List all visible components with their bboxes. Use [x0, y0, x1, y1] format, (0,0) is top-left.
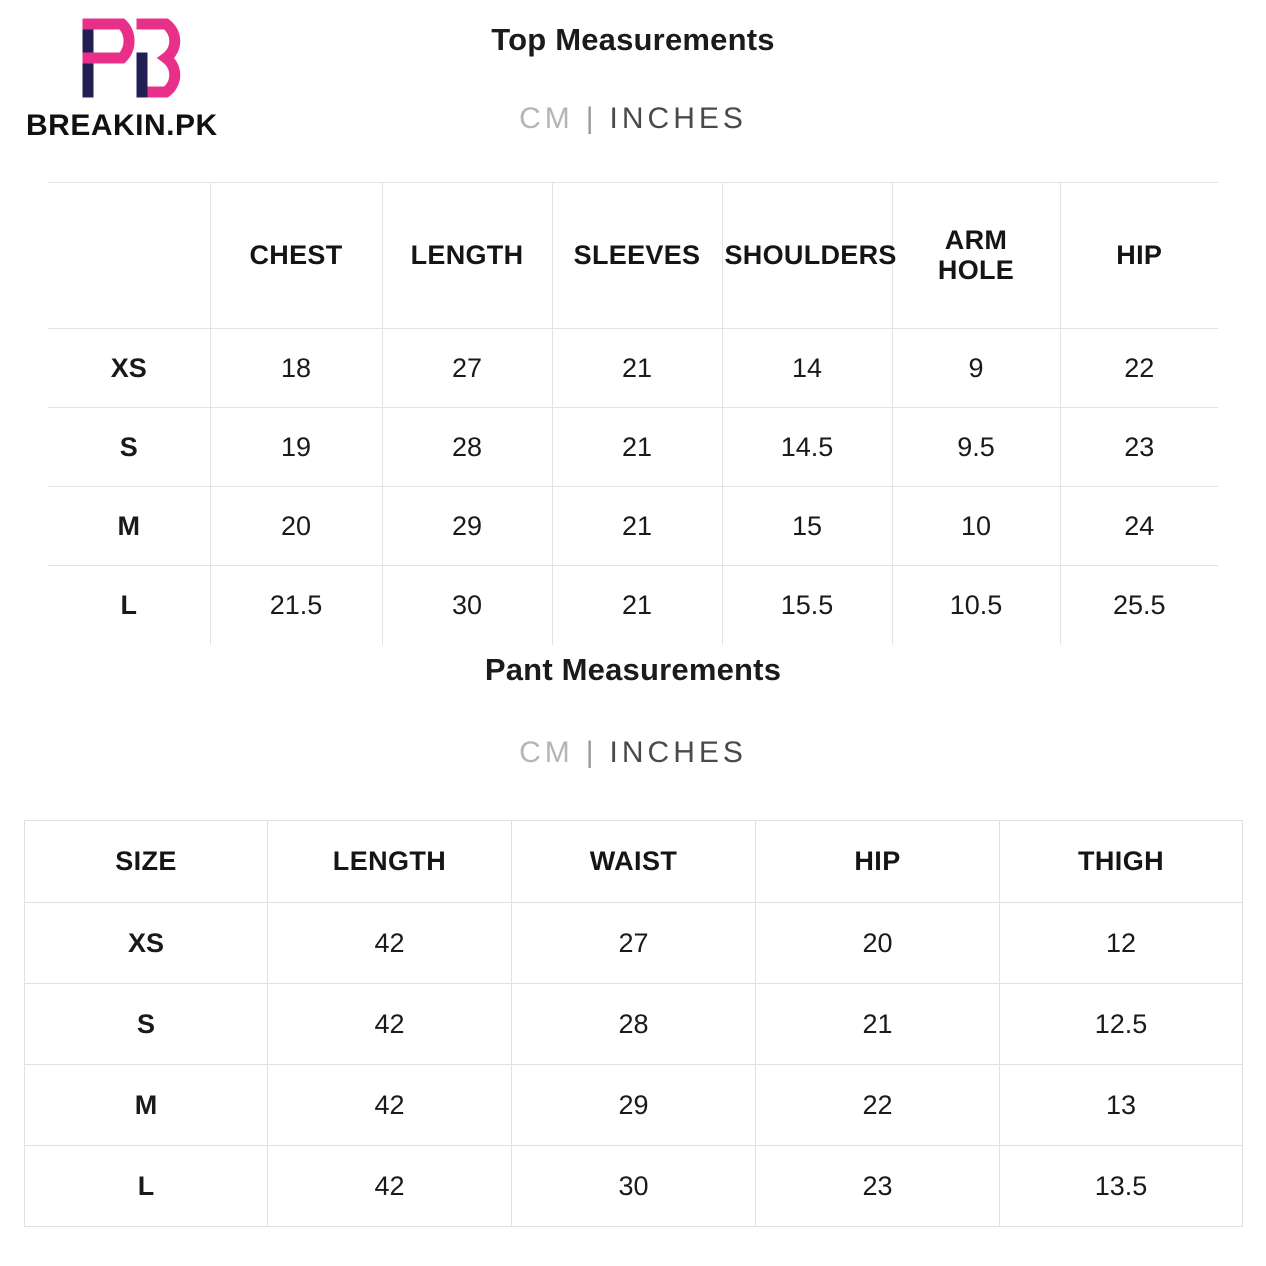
top-header-shoulders: SHOULDERS — [722, 183, 892, 329]
pant-header-waist: WAIST — [512, 821, 756, 903]
pant-s-thigh: 12.5 — [1000, 984, 1243, 1065]
pant-l-length: 42 — [268, 1146, 512, 1227]
top-m-length: 29 — [382, 487, 552, 566]
pant-measurements-heading-wrap — [0, 652, 1266, 688]
top-measurements-table-wrap — [48, 182, 1218, 645]
pant-s-hip: 21 — [756, 984, 1000, 1065]
top-s-arm-hole: 9.5 — [892, 408, 1060, 487]
top-s-hip: 23 — [1060, 408, 1218, 487]
top-m-shoulders: 15 — [722, 487, 892, 566]
pant-s-length: 42 — [268, 984, 512, 1065]
table-header-row — [25, 821, 1243, 903]
pant-s-waist: 28 — [512, 984, 756, 1065]
top-unit-inches: INCHES — [609, 102, 747, 135]
pant-unit-separator: | — [585, 736, 598, 769]
top-header-chest: CHEST — [210, 183, 382, 329]
pant-xs-hip: 20 — [756, 903, 1000, 984]
top-units-row — [0, 84, 1266, 136]
top-m-arm-hole: 10 — [892, 487, 1060, 566]
top-l-arm-hole: 10.5 — [892, 566, 1060, 645]
top-unit-separator: | — [585, 102, 598, 135]
pant-m-length: 42 — [268, 1065, 512, 1146]
pant-xs-length: 42 — [268, 903, 512, 984]
top-header-blank — [48, 183, 210, 329]
top-xs-length: 27 — [382, 329, 552, 408]
pant-measurements-title: Pant Measurements — [484, 652, 782, 687]
top-measurements-title: Top Measurements — [491, 22, 775, 57]
pant-unit-cm: CM — [519, 736, 574, 769]
top-header-arm-hole-line2: HOLE — [937, 254, 1015, 285]
top-xs-sleeves: 21 — [552, 329, 722, 408]
table-row — [48, 566, 1218, 645]
top-m-chest: 20 — [210, 487, 382, 566]
pant-header-size: SIZE — [25, 821, 268, 903]
table-row — [48, 329, 1218, 408]
top-row-size-s: S — [48, 408, 210, 487]
pant-header-length: LENGTH — [268, 821, 512, 903]
top-l-chest: 21.5 — [210, 566, 382, 645]
pant-row-size-s: S — [25, 984, 268, 1065]
top-row-size-m: M — [48, 487, 210, 566]
pant-xs-thigh: 12 — [1000, 903, 1243, 984]
top-l-hip: 25.5 — [1060, 566, 1218, 645]
pant-measurements-table — [24, 820, 1243, 1227]
top-xs-chest: 18 — [210, 329, 382, 408]
top-header-sleeves: SLEEVES — [552, 183, 722, 329]
table-row — [48, 487, 1218, 566]
top-xs-shoulders: 14 — [722, 329, 892, 408]
table-row — [25, 1146, 1243, 1227]
table-row — [25, 984, 1243, 1065]
pant-m-hip: 22 — [756, 1065, 1000, 1146]
pant-l-waist: 30 — [512, 1146, 756, 1227]
pant-m-thigh: 13 — [1000, 1065, 1243, 1146]
top-s-shoulders: 14.5 — [722, 408, 892, 487]
top-xs-arm-hole: 9 — [892, 329, 1060, 408]
top-l-shoulders: 15.5 — [722, 566, 892, 645]
pant-unit-inches: INCHES — [609, 736, 747, 769]
pant-m-waist: 29 — [512, 1065, 756, 1146]
pant-l-thigh: 13.5 — [1000, 1146, 1243, 1227]
top-header-length: LENGTH — [382, 183, 552, 329]
table-header-row — [48, 183, 1218, 329]
pant-header-hip: HIP — [756, 821, 1000, 903]
top-measurements-heading-wrap — [0, 22, 1266, 58]
brand-name: BREAKIN.PK — [26, 109, 218, 142]
top-xs-hip: 22 — [1060, 329, 1218, 408]
pant-row-size-l: L — [25, 1146, 268, 1227]
pant-l-hip: 23 — [756, 1146, 1000, 1227]
top-s-chest: 19 — [210, 408, 382, 487]
top-s-length: 28 — [382, 408, 552, 487]
top-l-sleeves: 21 — [552, 566, 722, 645]
pant-header-thigh: THIGH — [1000, 821, 1243, 903]
table-row — [25, 1065, 1243, 1146]
top-row-size-xs: XS — [48, 329, 210, 408]
pant-row-size-xs: XS — [25, 903, 268, 984]
pant-xs-waist: 27 — [512, 903, 756, 984]
top-s-sleeves: 21 — [552, 408, 722, 487]
top-header-hip: HIP — [1060, 183, 1218, 329]
table-row — [25, 903, 1243, 984]
pant-units-row — [0, 718, 1266, 770]
top-header-arm-hole — [892, 183, 1060, 329]
top-unit-cm: CM — [519, 102, 574, 135]
top-header-arm-hole-line1: ARM — [944, 225, 1008, 256]
top-measurements-table — [48, 182, 1218, 645]
pant-row-size-m: M — [25, 1065, 268, 1146]
top-row-size-l: L — [48, 566, 210, 645]
table-row — [48, 408, 1218, 487]
top-m-hip: 24 — [1060, 487, 1218, 566]
pant-measurements-table-wrap — [24, 820, 1242, 1227]
top-l-length: 30 — [382, 566, 552, 645]
top-m-sleeves: 21 — [552, 487, 722, 566]
